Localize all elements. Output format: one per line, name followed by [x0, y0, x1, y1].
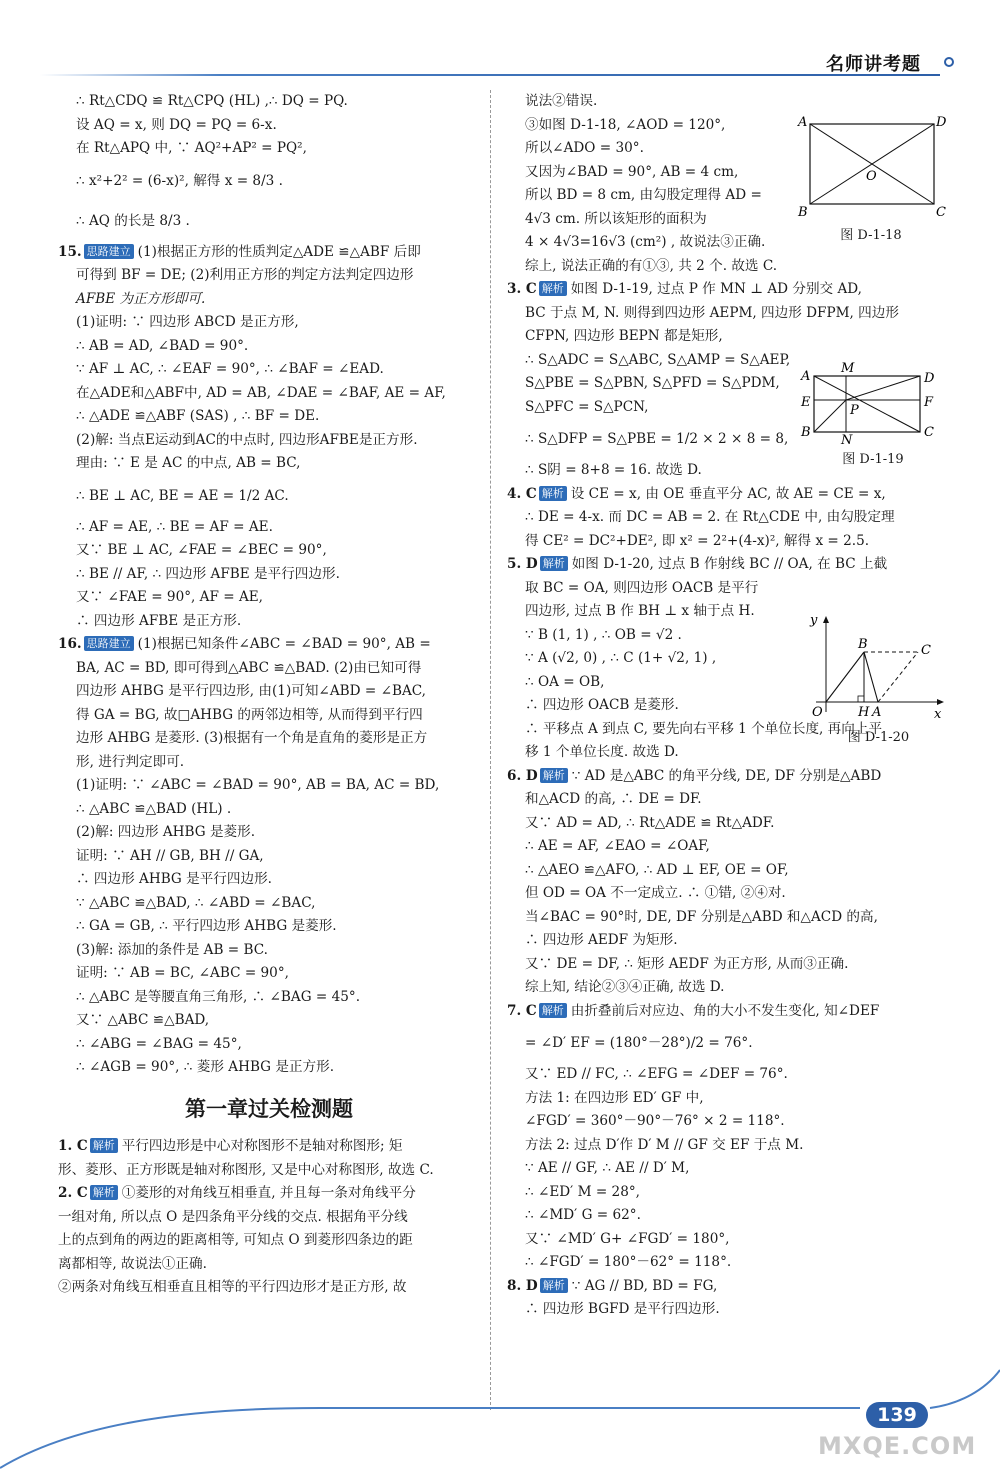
- text-line: 由折叠前后对应边、角的大小不发生变化, 知∠DEF: [570, 1002, 880, 1019]
- fig20-label-o: O: [812, 705, 823, 720]
- figure-d-1-20: [806, 612, 951, 745]
- text-line: 四边形, 过点 B 作 BH ⊥ x 轴于点 H.: [525, 603, 755, 619]
- text-line: 在 Rt△APQ 中, ∵ AQ²+AP² = PQ²,: [76, 140, 307, 156]
- answer-4: [507, 483, 947, 507]
- jiexi-tag: 解析: [539, 1003, 567, 1018]
- text-line: 但 OD = OA 不一定成立. ∴ ①错, ②④对.: [525, 885, 786, 901]
- fig18-label-o: O: [866, 169, 877, 184]
- answer-number: 8. D: [507, 1277, 538, 1294]
- text-line: ∴ 四边形 AEDF 为矩形.: [525, 932, 678, 948]
- text-line: 方法 2: 过点 D′作 D′ M // GF 交 EF 于点 M.: [525, 1136, 804, 1153]
- text-line: 又∵ △ABC ≌△BAD,: [76, 1012, 210, 1028]
- text-line: ∴ ∠FGD′ = 180°－62° = 118°.: [525, 1254, 732, 1270]
- text-line: ∴ △AEO ≌△AFO, ∴ AD ⊥ EF, OE = OF,: [525, 861, 789, 878]
- question-number: 15.: [58, 243, 82, 260]
- answer-number: 2. C: [58, 1185, 88, 1201]
- text-line: 方法 1: 在四边形 ED′ GF 中,: [525, 1089, 704, 1106]
- text-line: ∴ BE // AF, ∴ 四边形 AFBE 是平行四边形.: [76, 565, 340, 582]
- fig19-label-p: P: [850, 403, 859, 418]
- jiexi-tag: 解析: [90, 1138, 118, 1153]
- text-line: 所以∠ADO = 30°.: [525, 140, 644, 156]
- answer-number: 7. C: [507, 1002, 537, 1019]
- answer-2: [58, 1182, 480, 1206]
- fig20-label-x: x: [934, 707, 942, 722]
- text-line: (1)根据正方形的性质判定△ADE ≌△ABF 后即: [137, 243, 421, 260]
- jiexi-tag: 解析: [539, 486, 567, 501]
- text-line: 可得到 BF = DE; (2)利用正方形的判定方法判定四边形: [76, 267, 414, 283]
- text-line: ∴ ∠MD′ G = 62°.: [525, 1207, 641, 1223]
- text-line: ∴ ∠ABG = ∠BAG = 45°,: [76, 1035, 242, 1052]
- silu-tag: 思路建立: [84, 244, 134, 259]
- text-line: ∴ △ABC ≌△BAD (HL) .: [76, 800, 232, 817]
- header-title: 名师讲考题: [826, 54, 921, 75]
- text-line: 上的点到角的两边的距离相等, 可知点 O 到菱形四条边的距: [58, 1232, 413, 1248]
- text-line: ∴ △ADE ≌△ABF (SAS) , ∴ BF = DE.: [76, 408, 320, 424]
- text-line: ∴ BE ⊥ AC, BE = AE = 1/2 AC.: [76, 487, 289, 504]
- fig18-label-b: B: [798, 205, 808, 220]
- text-line: 又∵ DE = DF, ∴ 矩形 AEDF 为正方形, 从而③正确.: [525, 955, 849, 972]
- header-dot-icon: [944, 57, 954, 67]
- text-line: 移 1 个单位长度. 故选 D.: [525, 744, 679, 760]
- fig19-label-m: M: [841, 362, 855, 376]
- fig19-label-b: B: [801, 425, 811, 440]
- text-line: ∴ GA = GB, ∴ 平行四边形 AHBG 是菱形.: [76, 918, 337, 934]
- text-line: (2)解: 四边形 AHBG 是菱形.: [76, 824, 256, 840]
- text-line: ∴ 平移点 A 到点 C, 要先向右平移 1 个单位长度, 再向上平: [525, 720, 883, 737]
- text-line: 又∵ ED // FC, ∴ ∠EFG = ∠DEF = 76°.: [525, 1066, 788, 1082]
- answer-6: [507, 765, 947, 789]
- text-line: ∵ A (√2, 0) , ∴ C (1+ √2, 1) ,: [525, 650, 717, 666]
- text-line: CFPN, 四边形 BEPN 都是矩形,: [525, 328, 723, 344]
- text-line: ∴ x²+2² = (6-x)², 解得 x = 8/3 .: [76, 172, 283, 189]
- figure-d-1-19-diagram: [798, 362, 948, 446]
- text-line: 又∵ BE ⊥ AC, ∠FAE = ∠BEC = 90°,: [76, 542, 327, 558]
- text-line: 形、菱形、正方形既是轴对称图形, 又是中心对称图形, 故选 C.: [58, 1161, 434, 1178]
- text-line: 4√3 cm. 所以该矩形的面积为: [525, 210, 707, 227]
- text-line: 形, 进行判定即可.: [76, 753, 185, 770]
- text-line: ∴ OA = OB,: [525, 673, 605, 690]
- text-line: ∴ AB = AD, ∠BAD = 90°.: [76, 337, 249, 354]
- watermark-text: MXQE.COM: [818, 1432, 977, 1460]
- jiexi-tag: 解析: [90, 1185, 118, 1200]
- text-line: 设 AQ = x, 则 DQ = PQ = 6-x.: [76, 116, 277, 133]
- text-line: (2)解: 当点E运动到AC的中点时, 四边形AFBE是正方形.: [76, 431, 418, 448]
- fig20-label-c: C: [921, 643, 931, 658]
- fig19-caption: 图 D-1-19: [842, 452, 904, 467]
- question-number: 16.: [58, 636, 82, 652]
- section-title: 第一章过关检测题: [185, 1096, 353, 1121]
- jiexi-tag: 解析: [540, 768, 568, 783]
- figure-d-1-19: [798, 362, 948, 467]
- answer-7: [507, 1000, 947, 1024]
- figure-d-1-20-diagram: [806, 612, 951, 724]
- jiexi-tag: 解析: [539, 281, 567, 296]
- answer-8: [507, 1275, 947, 1299]
- fig19-label-n: N: [841, 433, 853, 446]
- text-line: 证明: ∵ AB = BC, ∠ABC = 90°,: [76, 965, 289, 981]
- text-line: AFBE 为正方形即可.: [76, 290, 206, 307]
- header-rule: [40, 74, 940, 76]
- text-line: 又∵ AD = AD, ∴ Rt△ADE ≌ Rt△ADF.: [525, 814, 775, 831]
- text-line: 如图 D-1-20, 过点 B 作射线 BC // OA, 在 BC 上截: [571, 556, 888, 572]
- answer-number: 3. C: [507, 281, 537, 297]
- text-line: ∵ △ABC ≌△BAD, ∴ ∠ABD = ∠BAC,: [76, 894, 316, 911]
- fig20-label-a: A: [872, 705, 882, 720]
- text-line: 又∵ ∠FAE = 90°, AF = AE,: [76, 589, 263, 605]
- fig20-caption: 图 D-1-20: [847, 730, 910, 745]
- text-line: 理由: ∵ E 是 AC 的中点, AB = BC,: [76, 455, 301, 471]
- text-line: 一组对角, 所以点 O 是四条角平分线的交点. 根据角平分线: [58, 1208, 408, 1225]
- fig18-label-d: D: [936, 115, 946, 130]
- text-line: (1)证明: ∵ ∠ABC = ∠BAD = 90°, AB = BA, AC = BD,: [76, 777, 440, 793]
- text-line: 如图 D-1-19, 过点 P 作 MN ⊥ AD 分别交 AD,: [570, 281, 863, 297]
- fig18-label-c: C: [936, 205, 946, 220]
- answer-number: 5. D: [507, 556, 538, 572]
- fig18-caption: 图 D-1-18: [840, 228, 902, 243]
- text-line: ∠FGD′ = 360°－90°－76° × 2 = 118°.: [525, 1113, 785, 1129]
- text-line: ∴ △ABC 是等腰直角三角形, ∴ ∠BAG = 45°.: [76, 988, 361, 1005]
- text-line: ②两条对角线互相垂直且相等的平行四边形才是正方形, 故: [58, 1279, 407, 1295]
- text-line: ∴ S阴 = 8+8 = 16. 故选 D.: [525, 462, 702, 478]
- text-line: ∴ 四边形 BGFD 是平行四边形.: [525, 1301, 720, 1317]
- text-line: ∴ ∠ED′ M = 28°,: [525, 1183, 640, 1200]
- text-line: ∴ AF = AE, ∴ BE = AF = AE.: [76, 518, 273, 535]
- text-line: 当∠BAC = 90°时, DE, DF 分别是△ABD 和△ACD 的高,: [525, 908, 878, 925]
- question-16-intro: [58, 633, 480, 657]
- text-line: 四边形 AHBG 是平行四边形, 由(1)可知∠ABD = ∠BAC,: [76, 683, 426, 699]
- fig20-label-b: B: [858, 637, 868, 652]
- answer-1: [58, 1135, 480, 1159]
- text-line: ∴ ∠AGB = 90°, ∴ 菱形 AHBG 是正方形.: [76, 1059, 335, 1075]
- fig19-label-c: C: [924, 425, 934, 440]
- text-line: 综上, 说法正确的有①③, 共 2 个. 故选 C.: [525, 257, 778, 274]
- text-line: ∴ Rt△CDQ ≌ Rt△CPQ (HL) ,∴ DQ = PQ.: [76, 93, 348, 109]
- text-line: ∴ S△ADC = S△ABC, S△AMP = S△AEP,: [525, 351, 791, 368]
- text-line: 得 CE² = DC²+DE², 即 x² = 2²+(4-x)², 解得 x = 2.5.: [525, 532, 870, 549]
- answer-5: [507, 553, 947, 577]
- text-line: ∵ AG // BD, BD = FG,: [571, 1277, 718, 1294]
- answer-3: [507, 278, 947, 302]
- text-line: ∴ 四边形 AHBG 是平行四边形.: [76, 871, 272, 887]
- text-line: ∴ AQ 的长是 8/3 .: [76, 212, 190, 229]
- left-column: [58, 90, 480, 1300]
- text-line: (1)证明: ∵ 四边形 ABCD 是正方形,: [76, 314, 299, 330]
- text-line: 得 GA = BG, 故□AHBG 的两邻边相等, 从而得到平行四: [76, 706, 423, 723]
- text-line: ∴ AE = AF, ∠EAO = ∠OAF,: [525, 838, 710, 854]
- text-line: 离都相等, 故说法①正确.: [58, 1255, 207, 1272]
- text-line: 和△ACD 的高, ∴ DE = DF.: [525, 791, 702, 807]
- text-line: BC 于点 M, N. 则得到四边形 AEPM, 四边形 DFPM, 四边形: [525, 304, 899, 321]
- text-line: ∵ AE // GF, ∴ AE // D′ M,: [525, 1160, 690, 1176]
- text-line: 在△ADE和△ABF中, AD = AB, ∠DAE = ∠BAF, AE = AF,: [76, 384, 446, 401]
- text-line: (1)根据已知条件∠ABC = ∠BAD = 90°, AB =: [137, 636, 431, 652]
- text-line: ∴ S△DFP = S△PBE = 1/2 × 2 × 8 = 8,: [525, 431, 789, 447]
- text-line: 又∵ ∠MD′ G+ ∠FGD′ = 180°,: [525, 1230, 730, 1247]
- text-line: ③如图 D-1-18, ∠AOD = 120°,: [525, 116, 726, 133]
- text-line: 证明: ∵ AH // GB, BH // GA,: [76, 847, 264, 864]
- figure-d-1-18-diagram: [796, 112, 946, 222]
- text-line: 综上知, 结论②③④正确, 故选 D.: [525, 979, 725, 995]
- text-line: ∴ 四边形 AFBE 是正方形.: [76, 612, 242, 629]
- fig19-label-f: F: [924, 395, 934, 410]
- silu-tag: 思路建立: [84, 636, 134, 651]
- fig19-label-d: D: [924, 371, 935, 386]
- text-line: 平行四边形是中心对称图形不是轴对称图形; 矩: [121, 1138, 403, 1154]
- jiexi-tag: 解析: [540, 1278, 568, 1293]
- answer-number: 6. D: [507, 767, 538, 784]
- fig19-label-e: E: [801, 395, 811, 410]
- text-line: 4 × 4√3=16√3 (cm²) , 故说法③正确.: [525, 234, 766, 250]
- text-line: BA, AC = BD, 即可得到△ABC ≌△BAD. (2)由已知可得: [76, 659, 422, 676]
- page-number: 139: [866, 1402, 928, 1428]
- text-line: 所以 BD = 8 cm, 由勾股定理得 AD =: [525, 187, 762, 203]
- fig18-label-a: A: [798, 115, 808, 130]
- text-line: 取 BC = OA, 则四边形 OACB 是平行: [525, 579, 759, 596]
- text-line: 设 CE = x, 由 OE 垂直平分 AC, 故 AE = CE = x,: [570, 485, 886, 502]
- text-line: S△PBE = S△PBN, S△PFD = S△PDM,: [525, 375, 780, 391]
- fig20-label-h: H: [858, 705, 870, 720]
- text-line: (3)解: 添加的条件是 AB = BC.: [76, 941, 268, 958]
- jiexi-tag: 解析: [540, 556, 568, 571]
- text-line: ∵ AF ⊥ AC, ∴ ∠EAF = 90°, ∴ ∠BAF = ∠EAD.: [76, 361, 384, 377]
- fig20-label-y: y: [810, 613, 818, 628]
- text-line: ∵ AD 是△ABC 的角平分线, DE, DF 分别是△ABD: [571, 767, 882, 784]
- text-line: ∵ B (1, 1) , ∴ OB = √2 .: [525, 626, 682, 643]
- figure-d-1-18: [796, 112, 946, 243]
- answer-number: 1. C: [58, 1138, 88, 1154]
- text-line: ∴ 四边形 OACB 是菱形.: [525, 697, 679, 713]
- text-line: S△PFC = S△PCN,: [525, 398, 649, 415]
- fig19-label-a: A: [801, 369, 811, 384]
- text-line: 说法②错误.: [525, 93, 598, 109]
- text-line: = ∠D′ EF = (180°－28°)/2 = 76°.: [525, 1035, 753, 1051]
- text-line: ∴ DE = 4-x. 而 DC = AB = 2. 在 Rt△CDE 中, 由勾股定理: [525, 509, 895, 525]
- text-line: 又因为∠BAD = 90°, AB = 4 cm,: [525, 163, 739, 180]
- text-line: 边形 AHBG 是菱形. (3)根据有一个角是直角的菱形是正方: [76, 730, 428, 746]
- question-15-intro: [58, 241, 480, 265]
- column-divider: [490, 90, 491, 1410]
- answer-number: 4. C: [507, 485, 537, 502]
- text-line: ①菱形的对角线互相垂直, 并且每一条对角线平分: [121, 1185, 416, 1201]
